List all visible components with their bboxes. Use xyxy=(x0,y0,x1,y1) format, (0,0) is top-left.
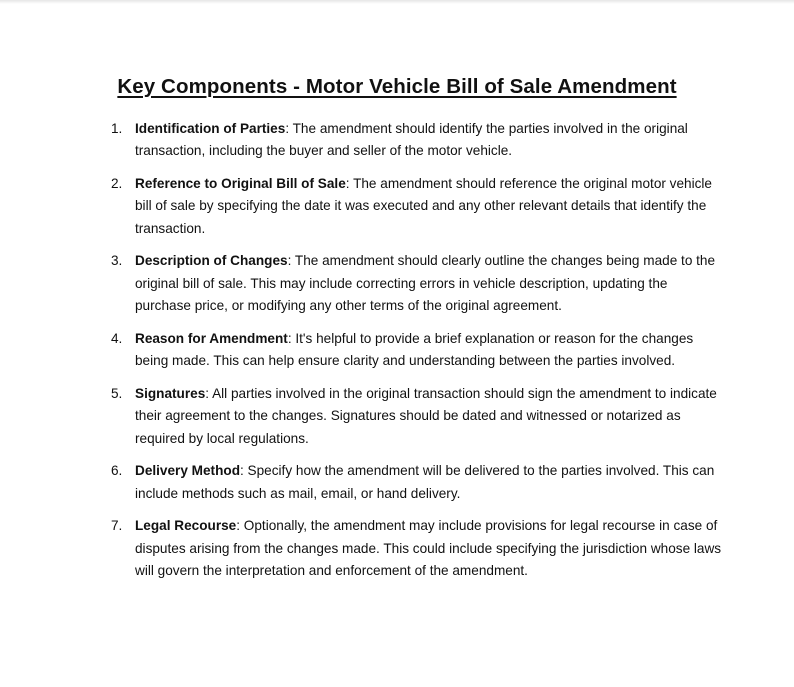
document-title: Key Components - Motor Vehicle Bill of Sale Amendment xyxy=(117,75,677,98)
item-text: : Optionally, the amendment may include provisions for legal recourse in case of disputes arising from the changes made. This could include specifying the jurisdiction whose laws will govern the interpretation and enforcement of the amendment. xyxy=(135,518,722,579)
item-text: : It's helpful to provide a brief explanation or reason for the changes being made. This can help ensure clarity and understanding between the parties involved. xyxy=(135,330,694,369)
item-title: Delivery Method xyxy=(135,463,240,479)
list-item xyxy=(0,460,794,505)
list-item xyxy=(0,515,794,582)
item-text: : Specify how the amendment will be delivered to the parties involved. This can include methods such as mail, email, or hand delivery. xyxy=(135,463,715,501)
item-text: : All parties involved in the original transaction should sign the amendment to indicate their agreement to the changes. Signatures should be dated and witnessed or notarized as required by local regulations. xyxy=(135,385,717,446)
list-item xyxy=(0,173,794,240)
list-item xyxy=(0,118,794,163)
item-text: : The amendment should reference the original motor vehicle bill of sale by specifying the date it was executed and any other relevant details that identify the transaction. xyxy=(135,176,712,236)
item-title: Reference to Original Bill of Sale xyxy=(135,176,346,192)
item-title: Signatures xyxy=(135,385,206,401)
list-item xyxy=(0,250,794,317)
item-number: 3. xyxy=(111,253,123,269)
item-text: : The amendment should identify the parties involved in the original transaction, including the buyer and seller of the motor vehicle. xyxy=(135,121,688,159)
item-title: Description of Changes xyxy=(135,253,288,269)
list-item xyxy=(0,383,794,450)
item-number: 5. xyxy=(111,385,123,401)
key-components-list xyxy=(0,118,794,593)
item-number: 1. xyxy=(111,121,123,136)
item-number: 4. xyxy=(111,330,123,346)
item-number: 7. xyxy=(111,518,123,534)
item-number: 2. xyxy=(111,176,123,192)
item-title: Identification of Parties xyxy=(135,121,286,136)
item-text: : The amendment should clearly outline the changes being made to the original bill of sale. This may include correcting errors in vehicle description, updating the purchase price, or modifying any other terms of the original agreement. xyxy=(135,253,716,314)
item-title: Legal Recourse xyxy=(135,518,237,534)
item-title: Reason for Amendment xyxy=(135,330,288,346)
item-number: 6. xyxy=(111,463,123,479)
list-item xyxy=(0,328,794,373)
